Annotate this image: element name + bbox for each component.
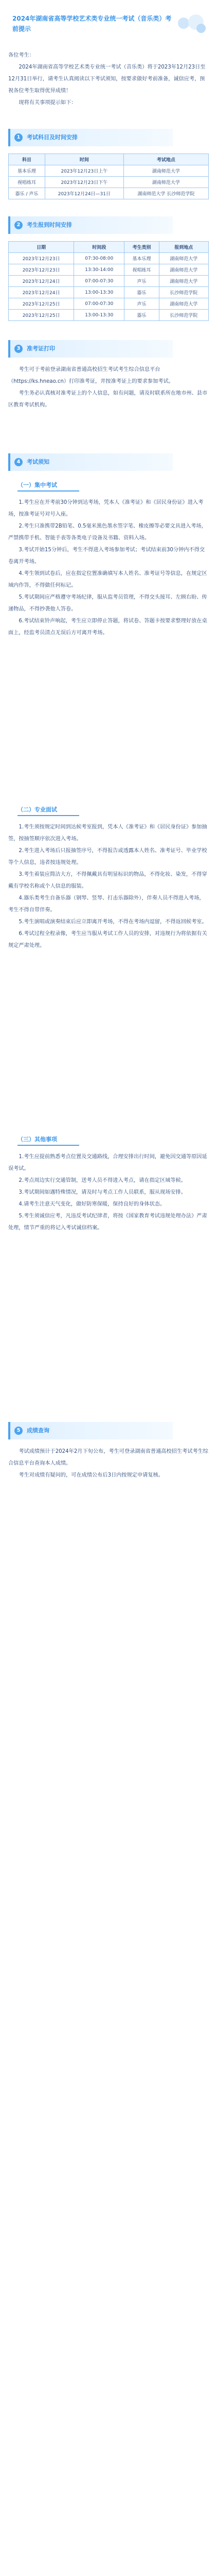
table-row bbox=[9, 264, 209, 276]
section-title: 成绩查询 bbox=[27, 1427, 49, 1434]
table-cell: 2023年12月25日 bbox=[9, 310, 74, 321]
table-cell: 长沙师范学院 bbox=[159, 287, 208, 298]
table-header: 报到地点 bbox=[159, 242, 208, 253]
rules-list bbox=[8, 821, 209, 952]
paragraph: 考生务必认真核对准考证上的个人信息，如有问题，请及时联系所在地市州、县市区教育考试机构。 bbox=[8, 391, 208, 408]
table-cell: 器乐 bbox=[124, 310, 159, 321]
table-cell: 长沙师范学院 bbox=[159, 310, 208, 321]
table-cell: 07:30-08:00 bbox=[74, 253, 124, 264]
table-cell: 湖南师范大学 长沙师范学院 bbox=[123, 188, 208, 199]
subsection-title: （一）集中考试 bbox=[17, 482, 57, 488]
table-cell: 湖南师范大学 bbox=[159, 276, 208, 287]
section-title: 考试科目及时间安排 bbox=[27, 134, 78, 141]
section-number: 1 bbox=[14, 133, 23, 142]
section-number: 4 bbox=[14, 458, 23, 466]
rule-item: 3.考试开始15分钟后，考生不得进入考场参加考试；考试结束前30分钟内不得交卷离开考场。 bbox=[8, 547, 205, 565]
table-cell: 基本乐理 bbox=[124, 253, 159, 264]
table-header: 考生类别 bbox=[124, 242, 159, 253]
rules-list bbox=[8, 1151, 209, 1234]
table-cell: 湖南师范大学 bbox=[159, 264, 208, 276]
paragraph: 考生可于考前登录湖南省普通高校招生考试考生综合信息平台（https://ks.hneao.cn）打印准考证，并按准考证上的要求参加考试。 bbox=[8, 367, 174, 384]
rule-item: 1.考生应在开考前30分钟到达考场，凭本人《准考证》和《居民身份证》进入考场，按准考证号对号入座。 bbox=[8, 500, 204, 517]
rule-item: 5.考生演唱或演奏结束后应立即离开考场，不得在考场内逗留，不得返回候考室。 bbox=[19, 919, 207, 925]
schedule-table bbox=[8, 154, 209, 199]
table-cell: 器乐 / 声乐 bbox=[9, 188, 45, 199]
table-row bbox=[9, 310, 209, 321]
rule-item: 4.器乐类考生自备乐器（钢琴、竖琴、打击乐器除外），伴奏人员不得进入考场，考生不得自带伴奏。 bbox=[8, 895, 205, 913]
rule-item: 6.考试过程全程录像，考生应当服从考试工作人员的安排，对违规行为将依据有关规定严肃处理。 bbox=[8, 931, 207, 948]
table-cell: 基本乐理 bbox=[9, 165, 45, 177]
subsection-header bbox=[17, 804, 79, 816]
table-row bbox=[9, 298, 209, 310]
greeting: 各位考生： bbox=[8, 53, 34, 58]
table-cell: 13:00-13:30 bbox=[74, 287, 124, 298]
table-cell: 2023年12月24日 bbox=[9, 287, 74, 298]
table-cell: 2023年12月25日 bbox=[9, 298, 74, 310]
table-row bbox=[9, 165, 209, 177]
subsection-header bbox=[17, 1133, 79, 1146]
table-row bbox=[9, 276, 209, 287]
section-body bbox=[8, 364, 209, 411]
rule-item: 2.考生只准携带2B铅笔、0.5毫米黑色墨水签字笔、橡皮擦等必要文具进入考场，严禁携带手机、智能手表等各类电子设备及书籍、资料入场。 bbox=[8, 523, 207, 541]
table-cell: 13:30-14:00 bbox=[74, 264, 124, 276]
table-cell: 13:00-13:30 bbox=[74, 310, 124, 321]
subsection-header bbox=[17, 479, 79, 492]
paragraph: 考生对成绩有疑问的，可在成绩公布后3日内按规定申请复核。 bbox=[19, 1472, 164, 1478]
section-number: 2 bbox=[14, 221, 23, 229]
table-cell: 2023年12月23日 bbox=[9, 264, 74, 276]
table-cell: 视唱练耳 bbox=[124, 264, 159, 276]
section-title: 考试须知 bbox=[27, 459, 49, 465]
rule-item: 3.考试期间如遇特殊情况，请及时与考点工作人员联系，服从现场安排。 bbox=[19, 1190, 186, 1195]
subsection-title: （二）专业面试 bbox=[17, 806, 57, 813]
section-header bbox=[8, 340, 173, 358]
rule-item: 4.考生领到试卷后，应在指定位置准确填写本人姓名、准考证号等信息，在规定区域内作答，不得做任何标记。 bbox=[8, 571, 207, 588]
table-cell: 2023年12月24日—31日 bbox=[45, 188, 123, 199]
table-cell: 07:00-07:30 bbox=[74, 298, 124, 310]
table-header: 考试地点 bbox=[123, 154, 208, 165]
paragraph: 考试成绩预计于2024年2月下旬公布，考生可登录湖南省普通高校招生考试考生综合信息平台查询本人成绩。 bbox=[8, 1449, 208, 1466]
rule-item: 5.考生须诚信应考，凡违反考试纪律者，将按《国家教育考试违规处理办法》严肃处理，情节严重的将记入考试诚信档案。 bbox=[8, 1213, 207, 1231]
table-cell: 湖南师范大学 bbox=[123, 177, 208, 188]
intro bbox=[8, 49, 209, 109]
table-cell: 2023年12月23日 bbox=[9, 253, 74, 264]
table-header: 时间段 bbox=[74, 242, 124, 253]
checkin-table bbox=[8, 241, 209, 321]
table-row bbox=[9, 287, 209, 298]
table-row bbox=[9, 188, 209, 199]
section-body bbox=[8, 1446, 209, 1481]
rule-item: 1.考生须按规定时间到达候考室报到，凭本人《准考证》和《居民身份证》参加抽签，按抽签顺序依次进入考场。 bbox=[8, 824, 207, 842]
table-cell: 声乐 bbox=[124, 276, 159, 287]
table-cell: 器乐 bbox=[124, 287, 159, 298]
subsection-title: （三）其他事项 bbox=[17, 1136, 57, 1143]
table-cell: 湖南师范大学 bbox=[159, 253, 208, 264]
page-title: 2024年湖南省高等学校艺术类专业统一考试（音乐类）考前提示 bbox=[12, 15, 172, 32]
intro-paragraph: 现将有关事项提示如下： bbox=[19, 100, 77, 106]
table-cell: 湖南师范大学 bbox=[159, 298, 208, 310]
rules-list bbox=[8, 497, 209, 639]
table-header: 日期 bbox=[9, 242, 74, 253]
rule-item: 5.考试期间应严格遵守考场纪律，服从监考员管理，不得交头接耳、左顾右盼、传递物品，不得抄袭他人答卷。 bbox=[8, 595, 207, 612]
section-number: 5 bbox=[14, 1427, 23, 1435]
table-cell: 湖南师范大学 bbox=[123, 165, 208, 177]
section-header bbox=[8, 129, 173, 146]
decoration-icon bbox=[178, 14, 209, 35]
intro-paragraph: 2024年湖南省高等学校艺术类专业统一考试（音乐类）将于2023年12月23日至12月31日举行，请考生认真阅读以下考试须知，按要求做好考前准备，诚信应考，预祝各位考生取得优异成绩！ bbox=[8, 64, 206, 94]
table-header: 时间 bbox=[45, 154, 123, 165]
table-cell: 07:00-07:30 bbox=[74, 276, 124, 287]
rule-item: 3.考生着装应简洁大方，不得佩戴具有明显标识的物品，不得化妆、染发，不得穿戴有学校名称或个人信息的服装。 bbox=[8, 872, 207, 889]
section-header bbox=[8, 453, 173, 471]
table-cell: 2023年12月23日上午 bbox=[45, 165, 123, 177]
table-row bbox=[9, 177, 209, 188]
rule-item: 2.考点周边实行交通管制，送考人员不得进入考点，请在指定区域等候。 bbox=[19, 1178, 186, 1183]
section-header bbox=[8, 216, 173, 234]
rule-item: 4.请考生注意天气变化，做好防寒保暖，保持良好的身体状态。 bbox=[19, 1201, 166, 1207]
table-header: 科目 bbox=[9, 154, 45, 165]
rule-item: 6.考试结束铃声响起，考生应立即停止答题，将试卷、答题卡按要求整理好放在桌面上，经监考员清点无误后方可离开考场。 bbox=[8, 618, 207, 636]
rule-item: 1.考生应提前熟悉考点位置及交通路线，合理安排出行时间，避免因交通等原因延误考试。 bbox=[8, 1154, 207, 1172]
table-cell: 声乐 bbox=[124, 298, 159, 310]
table-cell: 2023年12月24日 bbox=[9, 276, 74, 287]
rule-item: 2.考生进入考场后只报抽签序号，不得报告或透露本人姓名、准考证号、毕业学校等个人信息，违者按违规处理。 bbox=[8, 848, 207, 866]
section-number: 3 bbox=[14, 345, 23, 353]
table-cell: 视唱练耳 bbox=[9, 177, 45, 188]
section-header bbox=[8, 1422, 173, 1439]
table-cell: 2023年12月23日下午 bbox=[45, 177, 123, 188]
table-row bbox=[9, 253, 209, 264]
section-title: 准考证打印 bbox=[27, 345, 55, 352]
page-header bbox=[0, 0, 217, 47]
section-title: 考生报到时间安排 bbox=[27, 222, 72, 228]
